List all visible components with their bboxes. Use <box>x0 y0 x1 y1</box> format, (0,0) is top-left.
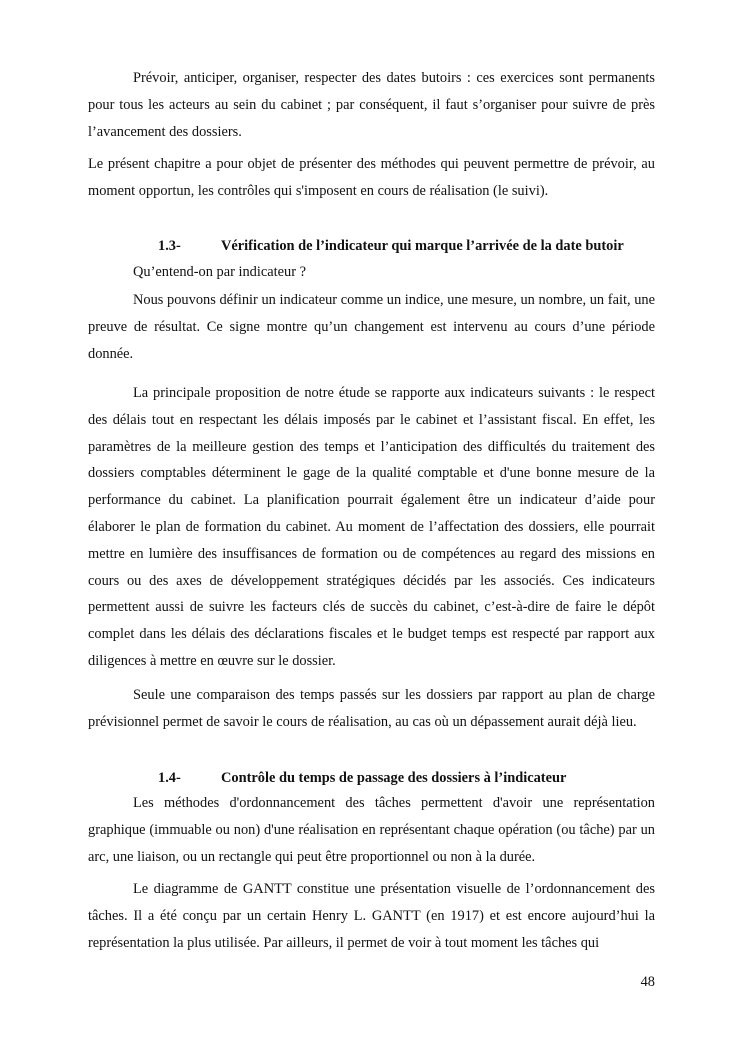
paragraph-scheduling-methods: Les méthodes d'ordonnancement des tâches permettent d'avoir une représentation graphique (immuable ou non) d'une réalisation en représentant chaque opération (ou tâche) par un arc, une liaison, ou un rectangle qui peut être proportionnel ou non à la durée. <box>88 795 655 865</box>
section-heading-1-3 <box>158 236 624 256</box>
paragraph-intro: Prévoir, anticiper, organiser, respecter des dates butoirs : ces exercices sont permanents pour tous les acteurs au sein du cabinet ; par conséquent, il faut s’organiser pour suivre de près l’avancement des dossiers. <box>88 70 655 140</box>
section-title: Vérification de l’indicateur qui marque l’arrivée de la date butoir <box>221 238 624 254</box>
paragraph-main-proposition: La principale proposition de notre étude se rapporte aux indicateurs suivants : le respect des délais tout en respectant les délais imposés par le cabinet et l’assistant fiscal. En effet, les paramètres de la meilleure gestion des temps et l’anticipation des difficultés du traitement des dossiers comptables déterminent le gage de la qualité comptable et d'une bonne mesure de la performance du cabinet. La planification pourrait également être un indicateur d’aide pour élaborer le plan de formation du cabinet. Au moment de l’affectation des dossiers, elle pourrait mettre en lumière des insuffisances de formation ou de compétences au regard des missions en cours ou des axes de développement stratégiques décidés par les associés. Ces indicateurs permettent aussi de suivre les facteurs clés de succès du cabinet, c’est-à-dire de faire le dépôt complet dans les délais des déclarations fiscales et le budget temps est respecté par rapport aux diligences à mettre en œuvre sur le dossier. <box>88 385 655 669</box>
paragraph-indicator-definition: Nous pouvons définir un indicateur comme un indice, une mesure, un nombre, un fait, une preuve de résultat. Ce signe montre qu’un changement est intervenu au cours d’une période donnée. <box>88 292 655 362</box>
paragraph-comparison: Seule une comparaison des temps passés sur les dossiers par rapport au plan de charge prévisionnel permet de savoir le cours de réalisation, au cas où un dépassement aurait déjà lieu. <box>88 687 655 730</box>
section-title: Contrôle du temps de passage des dossiers à l’indicateur <box>221 770 567 786</box>
question-text: Qu’entend-on par indicateur ? <box>133 264 307 280</box>
section-number: 1.4- <box>158 770 181 786</box>
paragraph-gantt: Le diagramme de GANTT constitue une présentation visuelle de l’ordonnancement des tâches. Il a été conçu par un certain Henry L. GANTT (en 1917) et est encore aujourd’hui la représentation la plus utilisée. Par ailleurs, il permet de voir à tout moment les tâches qui <box>88 881 655 951</box>
paragraph-chapter-purpose: Le présent chapitre a pour objet de présenter des méthodes qui peuvent permettre de prévoir, au moment opportun, les contrôles qui s'imposent en cours de réalisation (le suivi). <box>88 156 655 199</box>
section-number: 1.3- <box>158 238 181 254</box>
section-heading-1-4 <box>158 768 566 788</box>
page-number: 48 <box>640 974 655 990</box>
